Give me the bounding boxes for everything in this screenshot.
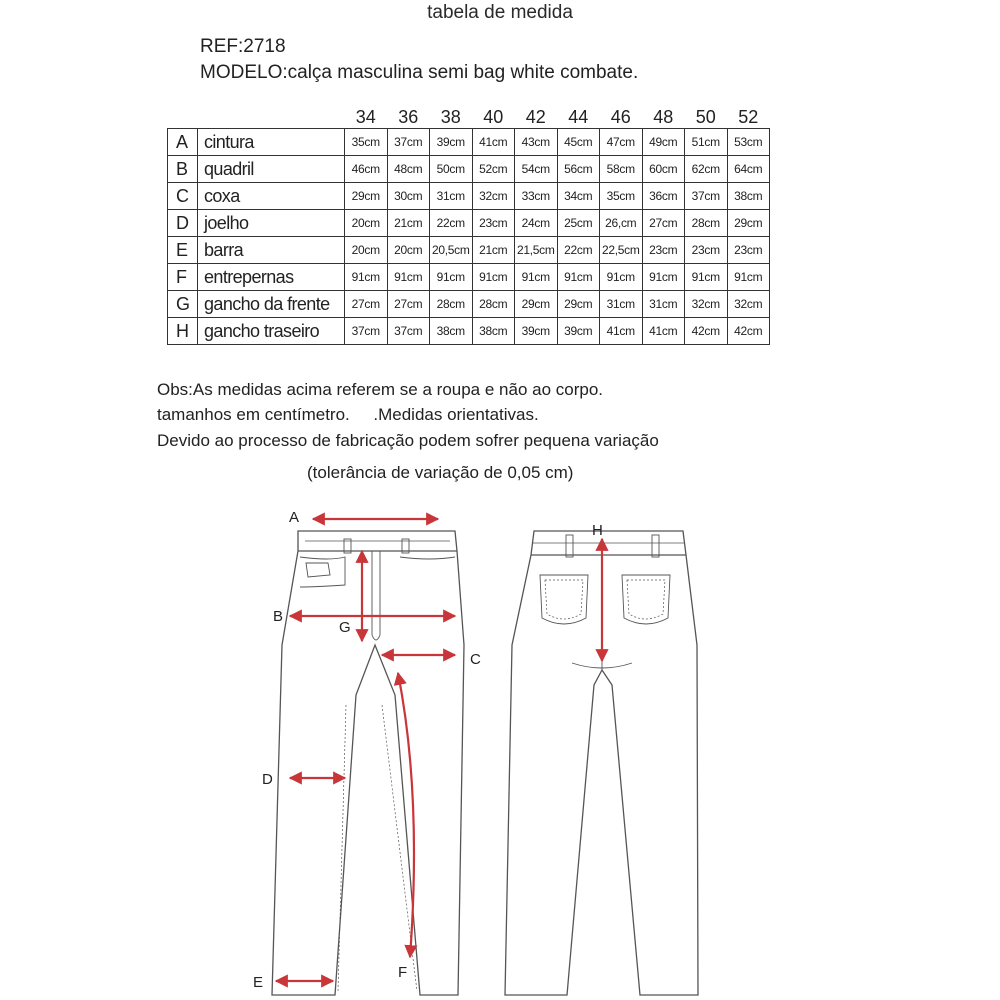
row-letter: F bbox=[168, 264, 198, 291]
obs-line-3: Devido ao processo de fabricação podem sofrer pequena variação bbox=[157, 431, 659, 450]
table-cell: 21cm bbox=[472, 237, 515, 264]
table-cell: 39cm bbox=[515, 318, 558, 345]
table-cell: 45cm bbox=[557, 129, 600, 156]
ref-code: REF:2718 bbox=[200, 36, 286, 57]
table-row bbox=[168, 237, 770, 264]
row-letter: E bbox=[168, 237, 198, 264]
size-header: 46 bbox=[610, 107, 631, 127]
label-b: B bbox=[273, 608, 284, 625]
table-cell: 32cm bbox=[727, 291, 770, 318]
row-letter: A bbox=[168, 129, 198, 156]
row-measure-name: coxa bbox=[198, 183, 345, 210]
label-h: H bbox=[592, 522, 603, 539]
table-cell: 62cm bbox=[685, 156, 728, 183]
measurement-arrows bbox=[276, 519, 602, 981]
size-header: 44 bbox=[568, 107, 589, 127]
label-f: F bbox=[398, 964, 408, 981]
table-cell: 22cm bbox=[557, 237, 600, 264]
table-cell: 91cm bbox=[685, 264, 728, 291]
table-cell: 91cm bbox=[557, 264, 600, 291]
table-cell: 38cm bbox=[430, 318, 473, 345]
table-cell: 91cm bbox=[727, 264, 770, 291]
table-cell: 23cm bbox=[685, 237, 728, 264]
table-cell: 20cm bbox=[345, 210, 388, 237]
table-cell: 56cm bbox=[557, 156, 600, 183]
table-cell: 23cm bbox=[472, 210, 515, 237]
table-cell: 53cm bbox=[727, 129, 770, 156]
row-measure-name: gancho da frente bbox=[198, 291, 345, 318]
size-header: 36 bbox=[398, 107, 419, 127]
arrow-f bbox=[398, 673, 414, 957]
table-cell: 33cm bbox=[515, 183, 558, 210]
table-cell: 31cm bbox=[430, 183, 473, 210]
table-cell: 50cm bbox=[430, 156, 473, 183]
table-cell: 39cm bbox=[430, 129, 473, 156]
table-cell: 39cm bbox=[557, 318, 600, 345]
table-cell: 23cm bbox=[727, 237, 770, 264]
table-cell: 91cm bbox=[515, 264, 558, 291]
table-cell: 91cm bbox=[430, 264, 473, 291]
table-cell: 22,5cm bbox=[600, 237, 643, 264]
label-a: A bbox=[289, 509, 300, 526]
table-cell: 42cm bbox=[685, 318, 728, 345]
table-cell: 28cm bbox=[430, 291, 473, 318]
table-cell: 27cm bbox=[345, 291, 388, 318]
table-cell: 21,5cm bbox=[515, 237, 558, 264]
table-cell: 91cm bbox=[472, 264, 515, 291]
table-cell: 29cm bbox=[727, 210, 770, 237]
table-cell: 41cm bbox=[472, 129, 515, 156]
table-cell: 41cm bbox=[642, 318, 685, 345]
table-cell: 37cm bbox=[387, 318, 430, 345]
table-row bbox=[168, 129, 770, 156]
table-cell: 51cm bbox=[685, 129, 728, 156]
table-cell: 47cm bbox=[600, 129, 643, 156]
table-cell: 37cm bbox=[685, 183, 728, 210]
table-cell: 30cm bbox=[387, 183, 430, 210]
row-letter: C bbox=[168, 183, 198, 210]
table-cell: 25cm bbox=[557, 210, 600, 237]
obs-line-4: (tolerância de variação de 0,05 cm) bbox=[307, 463, 574, 482]
table-cell: 29cm bbox=[557, 291, 600, 318]
table-cell: 31cm bbox=[642, 291, 685, 318]
table-cell: 37cm bbox=[345, 318, 388, 345]
row-measure-name: cintura bbox=[198, 129, 345, 156]
table-cell: 24cm bbox=[515, 210, 558, 237]
pants-measurement-diagram bbox=[0, 495, 1000, 1000]
row-measure-name: gancho traseiro bbox=[198, 318, 345, 345]
model-description: MODELO:calça masculina semi bag white combate. bbox=[200, 62, 639, 83]
table-cell: 46cm bbox=[345, 156, 388, 183]
table-cell: 35cm bbox=[600, 183, 643, 210]
size-header: 42 bbox=[525, 107, 546, 127]
table-cell: 27cm bbox=[387, 291, 430, 318]
table-cell: 31cm bbox=[600, 291, 643, 318]
table-cell: 91cm bbox=[345, 264, 388, 291]
table-cell: 35cm bbox=[345, 129, 388, 156]
table-cell: 34cm bbox=[557, 183, 600, 210]
table-cell: 38cm bbox=[727, 183, 770, 210]
label-g: G bbox=[339, 619, 351, 636]
table-row bbox=[168, 156, 770, 183]
table-cell: 58cm bbox=[600, 156, 643, 183]
table-cell: 64cm bbox=[727, 156, 770, 183]
table-cell: 91cm bbox=[642, 264, 685, 291]
size-header: 50 bbox=[695, 107, 716, 127]
table-row bbox=[168, 264, 770, 291]
row-measure-name: quadril bbox=[198, 156, 345, 183]
row-letter: G bbox=[168, 291, 198, 318]
obs-line-1: Obs:As medidas acima referem se a roupa e não ao corpo. bbox=[157, 380, 604, 399]
row-letter: B bbox=[168, 156, 198, 183]
table-cell: 48cm bbox=[387, 156, 430, 183]
label-d: D bbox=[262, 771, 273, 788]
table-cell: 28cm bbox=[685, 210, 728, 237]
table-cell: 32cm bbox=[472, 183, 515, 210]
page-title: tabela de medida bbox=[427, 2, 573, 23]
table-cell: 54cm bbox=[515, 156, 558, 183]
table-cell: 23cm bbox=[642, 237, 685, 264]
table-cell: 49cm bbox=[642, 129, 685, 156]
table-cell: 20cm bbox=[387, 237, 430, 264]
table-cell: 91cm bbox=[387, 264, 430, 291]
table-row bbox=[168, 291, 770, 318]
row-letter: D bbox=[168, 210, 198, 237]
label-e: E bbox=[253, 974, 264, 991]
table-cell: 60cm bbox=[642, 156, 685, 183]
table-cell: 43cm bbox=[515, 129, 558, 156]
row-measure-name: entrepernas bbox=[198, 264, 345, 291]
table-cell: 36cm bbox=[642, 183, 685, 210]
table-cell: 21cm bbox=[387, 210, 430, 237]
table-cell: 29cm bbox=[345, 183, 388, 210]
table-cell: 22cm bbox=[430, 210, 473, 237]
table-cell: 27cm bbox=[642, 210, 685, 237]
table-cell: 38cm bbox=[472, 318, 515, 345]
size-header-row bbox=[168, 101, 770, 129]
table-cell: 52cm bbox=[472, 156, 515, 183]
row-measure-name: barra bbox=[198, 237, 345, 264]
obs-line-2: tamanhos em centímetro. .Medidas orientativas. bbox=[157, 405, 539, 424]
front-pants-outline bbox=[272, 531, 464, 995]
size-header: 38 bbox=[440, 107, 461, 127]
table-cell: 29cm bbox=[515, 291, 558, 318]
table-row bbox=[168, 183, 770, 210]
row-measure-name: joelho bbox=[198, 210, 345, 237]
table-row bbox=[168, 318, 770, 345]
size-header: 40 bbox=[483, 107, 504, 127]
table-row bbox=[168, 210, 770, 237]
size-header: 48 bbox=[653, 107, 674, 127]
table-cell: 42cm bbox=[727, 318, 770, 345]
row-letter: H bbox=[168, 318, 198, 345]
size-header: 34 bbox=[355, 107, 376, 127]
table-cell: 91cm bbox=[600, 264, 643, 291]
label-c: C bbox=[470, 651, 481, 668]
table-cell: 37cm bbox=[387, 129, 430, 156]
size-header: 52 bbox=[738, 107, 759, 127]
table-cell: 32cm bbox=[685, 291, 728, 318]
size-table bbox=[167, 101, 770, 345]
table-cell: 20,5cm bbox=[430, 237, 473, 264]
table-cell: 20cm bbox=[345, 237, 388, 264]
table-cell: 41cm bbox=[600, 318, 643, 345]
table-cell: 28cm bbox=[472, 291, 515, 318]
table-cell: 26,cm bbox=[600, 210, 643, 237]
